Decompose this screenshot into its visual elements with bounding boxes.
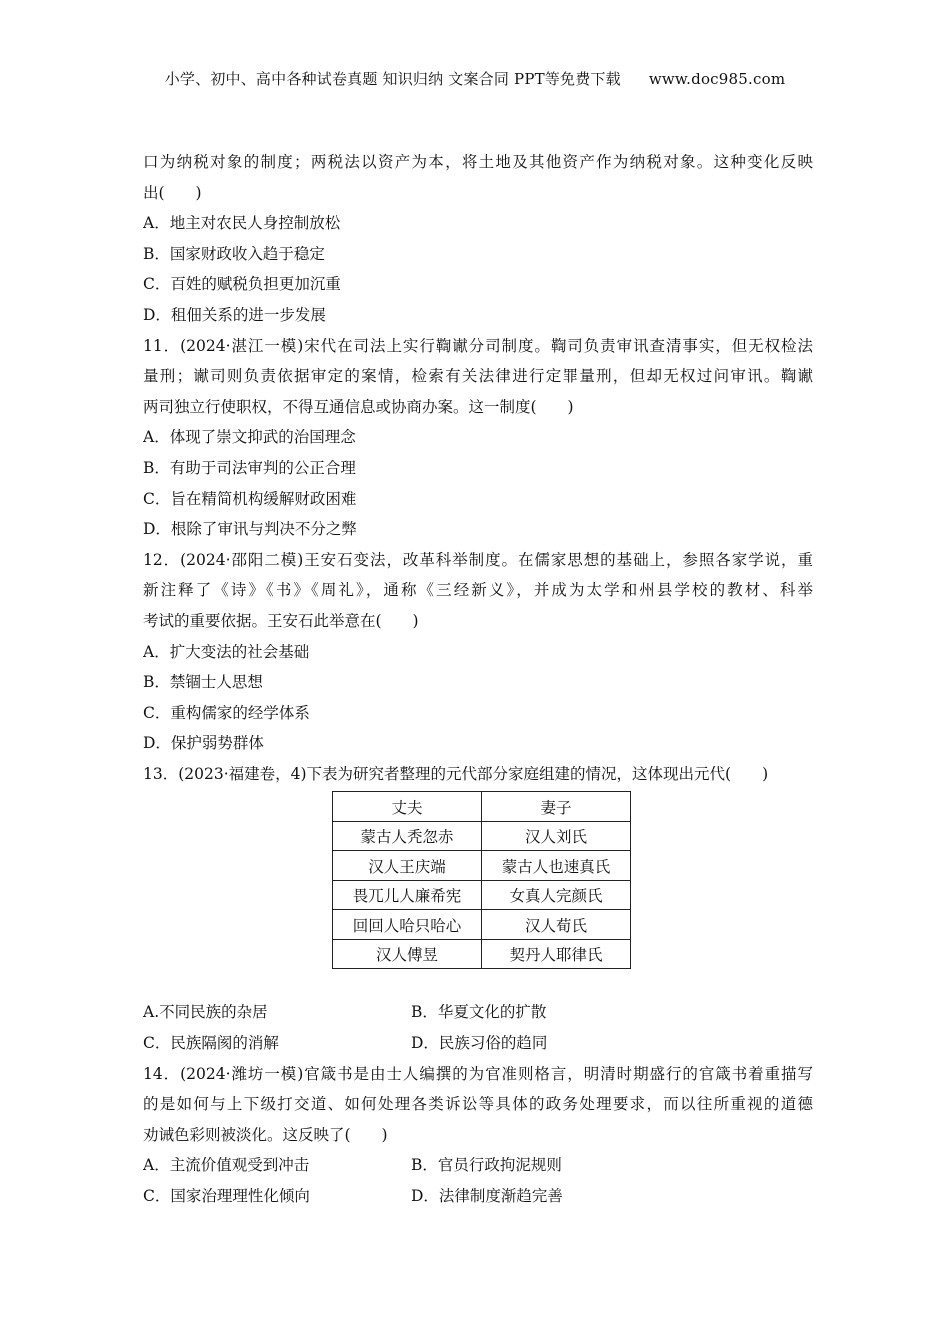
question-stem: 13．(2023·福建卷，4)下表为研究者整理的元代部分家庭组建的情况，这体现出元代( ) (143, 764, 769, 783)
question-stem: 量刑；谳司则负责依据审定的案情，检索有关法律进行定罪量刑，但却无权过问审讯。鞫谳 (143, 367, 813, 386)
question-stem: 出( ) (143, 183, 202, 202)
option-a: A．主流价值观受到冲击 (143, 1156, 310, 1175)
question-stem: 两司独立行使职权，不得互通信息或协商办案。这一制度( ) (143, 397, 574, 416)
option-b: B．官员行政拘泥规则 (411, 1156, 562, 1175)
wife-cell: 汉人刘氏 (482, 821, 631, 851)
header-text: 小学、初中、高中各种试卷真题 知识归纳 文案合同 PPT等免费下载 (164, 70, 621, 88)
question-stem: 考试的重要依据。王安石此举意在( ) (143, 611, 419, 630)
marriage-table-wrapper (143, 791, 813, 969)
question-stem: 的是如何与上下级打交道、如何处理各类诉讼等具体的政务处理要求，而以往所重视的道德 (143, 1095, 813, 1114)
option-b: B．有助于司法审判的公正合理 (143, 458, 356, 477)
marriage-table (332, 791, 631, 969)
table-row (333, 821, 631, 851)
table-row (333, 851, 631, 881)
options-row (143, 997, 813, 1028)
wife-cell: 女真人完颜氏 (482, 880, 631, 910)
question-14 (143, 1059, 813, 1212)
option-d: D．保护弱势群体 (143, 734, 264, 753)
page-header (0, 68, 950, 89)
option-b: B．华夏文化的扩散 (411, 1003, 547, 1022)
husband-cell: 汉人傅昱 (333, 939, 482, 969)
option-c: C．民族隔阂的消解 (143, 1034, 279, 1053)
option-a: A．扩大变法的社会基础 (143, 642, 310, 661)
option-c: C．国家治理理性化倾向 (143, 1187, 310, 1206)
option-d: D．租佃关系的进一步发展 (143, 305, 326, 324)
wife-cell: 契丹人耶律氏 (482, 939, 631, 969)
options-row (143, 1181, 813, 1212)
option-a: A．地主对农民人身控制放松 (143, 214, 341, 233)
header-husband: 丈夫 (333, 792, 482, 822)
document-body (143, 147, 813, 1212)
husband-cell: 蒙古人秃忽赤 (333, 821, 482, 851)
question-stem: 劝诫色彩则被淡化。这反映了( ) (143, 1125, 388, 1144)
option-b: B．禁锢士人思想 (143, 673, 263, 692)
husband-cell: 畏兀儿人廉希宪 (333, 880, 482, 910)
option-c: C．百姓的赋税负担更加沉重 (143, 275, 341, 294)
question-stem: 新注释了《诗》《书》《周礼》，通称《三经新义》，并成为太学和州县学校的教材、科举 (143, 581, 813, 600)
header-site-link[interactable]: www.doc985.com (648, 70, 786, 88)
option-d: D．根除了审讯与判决不分之弊 (143, 520, 357, 539)
table-row (333, 880, 631, 910)
wife-cell: 汉人荀氏 (482, 910, 631, 940)
options-row (143, 1150, 813, 1181)
question-stem: 11．(2024·湛江一模)宋代在司法上实行鞫谳分司制度。鞫司负责审讯查清事实，但无权检法 (143, 336, 813, 355)
option-a: A．体现了崇文抑武的治国理念 (143, 428, 356, 447)
question-stem: 12．(2024·邵阳二模)王安石变法，改革科举制度。在儒家思想的基础上，参照各家学说，重 (143, 550, 813, 569)
option-c: C．旨在精简机构缓解财政困难 (143, 489, 357, 508)
options-row (143, 1028, 813, 1059)
question-10 (143, 147, 813, 331)
husband-cell: 汉人王庆端 (333, 851, 482, 881)
header-wife: 妻子 (482, 792, 631, 822)
question-12 (143, 545, 813, 759)
question-11 (143, 331, 813, 545)
option-d: D．法律制度渐趋完善 (411, 1187, 563, 1206)
table-row (333, 910, 631, 940)
option-b: B．国家财政收入趋于稳定 (143, 244, 325, 263)
question-13 (143, 759, 813, 1059)
table-header-row (333, 792, 631, 822)
wife-cell: 蒙古人也速真氏 (482, 851, 631, 881)
option-a: A.不同民族的杂居 (143, 1003, 268, 1022)
option-c: C．重构儒家的经学体系 (143, 703, 310, 722)
husband-cell: 回回人哈只哈心 (333, 910, 482, 940)
option-d: D．民族习俗的趋同 (411, 1034, 548, 1053)
table-row (333, 939, 631, 969)
question-stem: 口为纳税对象的制度；两税法以资产为本，将土地及其他资产作为纳税对象。这种变化反映 (143, 153, 813, 171)
question-stem: 14．(2024·潍坊一模)官箴书是由士人编撰的为官准则格言，明清时期盛行的官箴书着重描写 (143, 1064, 813, 1083)
